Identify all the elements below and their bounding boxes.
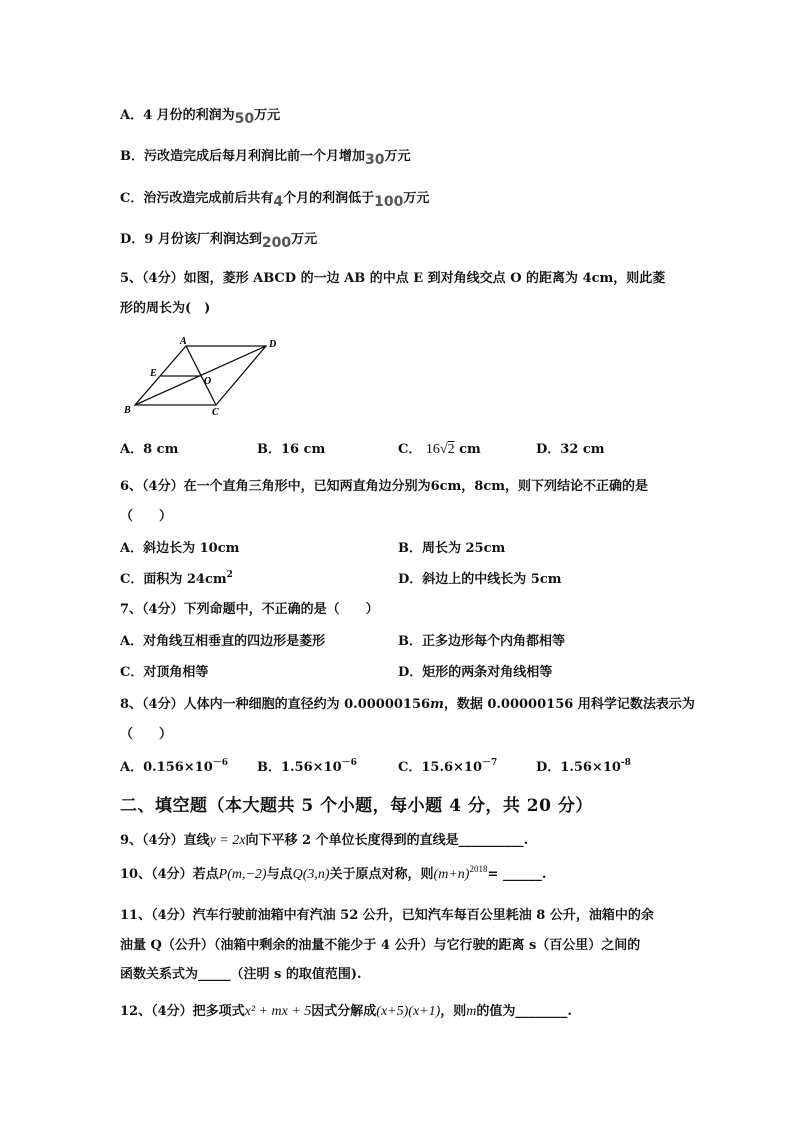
radical-coefficient: 16 xyxy=(425,442,440,457)
q5-stem-line2: 形的周长为( ) xyxy=(120,301,211,316)
exponent: －7 xyxy=(482,758,498,768)
stem-text: 8、（4分）人体内一种细胞的直径约为 0.00000156 xyxy=(120,697,431,712)
option-letter: C． xyxy=(398,442,422,457)
q4-option-c xyxy=(120,189,429,208)
label-d: D xyxy=(269,339,277,350)
polynomial: x² + mx + 5 xyxy=(244,1004,312,1019)
q8-stem-line2: （ ） xyxy=(120,727,173,742)
option-text: D．9 月份该厂利润达到 xyxy=(120,232,262,247)
option-text: B．污改造完成后每月利润比前一个月增加 xyxy=(120,149,365,164)
option-text: D．1.56×10 xyxy=(536,760,621,775)
q8-option-b xyxy=(257,759,357,778)
option-number: 50 xyxy=(234,111,255,127)
point-q: Q(3,n) xyxy=(292,867,330,882)
variable-m: m xyxy=(466,1004,477,1019)
stem-text: 9、（4分）直线 xyxy=(120,833,210,848)
exponent: －6 xyxy=(341,758,357,768)
q5-option-a: A．8 cm xyxy=(120,442,179,457)
option-text: 万元 xyxy=(403,191,430,206)
stem-text: ，则 xyxy=(440,1004,467,1019)
q8-stem-line1 xyxy=(120,696,695,714)
q6-option-d: D．斜边上的中线长为 5cm xyxy=(398,572,562,587)
radical-sign-icon: √ xyxy=(439,442,448,457)
q5-option-b: B．16 cm xyxy=(257,442,326,457)
q5-stem-line1: 5、（4分）如图，菱形 ABCD 的一边 AB 的中点 E 到对角线交点 O 的距离为 4cm，则此菱 xyxy=(120,271,666,286)
q11-line1: 11、（4分）汽车行驶前油箱中有汽油 52 公升，已知汽车每百公里耗油 8 公升，油箱中的余 xyxy=(120,908,654,923)
stem-text: ，数据 0.00000156 用科学记数法表示为 xyxy=(443,697,695,712)
q4-option-b xyxy=(120,147,411,166)
label-o: O xyxy=(204,376,212,387)
rhombus-figure xyxy=(118,333,288,418)
q6-stem-line2: （ ） xyxy=(120,509,173,524)
q11-line2: 油量 Q（公升）（油箱中剩余的油量不能少于 4 公升）与它行驶的距离 s（百公里）之间的 xyxy=(120,938,641,953)
stem-text: = ______. xyxy=(487,867,547,882)
label-a: A xyxy=(180,336,187,347)
q5-option-c xyxy=(398,441,481,459)
q7-option-d: D．矩形的两条对角线相等 xyxy=(398,665,553,680)
stem-text: 因式分解成 xyxy=(311,1004,377,1019)
option-text: C．面积为 24cm xyxy=(120,572,227,587)
superscript: 2 xyxy=(226,570,233,580)
q7-stem: 7、（4分）下列命题中，不正确的是（ ） xyxy=(120,602,379,617)
stem-text: 的值为________. xyxy=(476,1004,572,1019)
option-text: 万元 xyxy=(384,149,411,164)
option-text: 万元 xyxy=(254,108,281,123)
q7-option-b: B．正多边形每个内角都相等 xyxy=(398,634,565,649)
label-c: C xyxy=(212,407,219,418)
option-number: 30 xyxy=(365,152,385,168)
option-text: A．4 月份的利润为 xyxy=(120,108,235,123)
q6-option-b: B．周长为 25cm xyxy=(398,541,506,556)
q8-option-a xyxy=(120,759,228,778)
q12 xyxy=(120,1003,572,1021)
q4-option-d xyxy=(120,230,317,249)
stem-text: 关于原点对称，则 xyxy=(329,867,434,882)
q8-option-d xyxy=(536,759,631,778)
q7-option-a: A．对角线互相垂直的四边形是菱形 xyxy=(120,634,326,649)
option-text: 个月的利润低于 xyxy=(283,191,375,206)
option-text: C．治污改造完成前后共有 xyxy=(120,191,274,206)
label-e: E xyxy=(150,368,157,379)
option-number: 100 xyxy=(374,194,404,210)
q11-line3: 函数关系式为_____（注明 s 的取值范围). xyxy=(120,967,362,982)
option-unit: cm xyxy=(459,442,481,457)
stem-text: 与点 xyxy=(266,867,293,882)
option-text: 万元 xyxy=(291,232,318,247)
exponent: -8 xyxy=(620,758,631,768)
q7-option-c: C．对顶角相等 xyxy=(120,665,209,680)
point-p: P(m,−2) xyxy=(218,867,267,882)
option-number: 4 xyxy=(273,194,284,210)
label-b: B xyxy=(124,405,131,416)
q8-option-c xyxy=(398,759,497,778)
factored-form: (x+5)(x+1) xyxy=(376,1004,441,1019)
q6-option-c xyxy=(120,571,233,590)
q4-option-a xyxy=(120,106,280,125)
section-heading: 二、填空题（本大题共 5 个小题，每小题 4 分，共 20 分） xyxy=(120,796,593,816)
exponent: －6 xyxy=(212,758,229,768)
stem-text: 向下平移 2 个单位长度得到的直线是__________. xyxy=(245,833,529,848)
stem-text: 10、（4分）若点 xyxy=(120,867,219,882)
q10 xyxy=(120,866,546,884)
unit-m: m xyxy=(430,697,444,712)
option-text: C．15.6×10 xyxy=(398,760,482,775)
q9 xyxy=(120,832,528,850)
option-text: A．0.156×10 xyxy=(120,760,213,775)
stem-text: 12、（4分）把多项式 xyxy=(120,1004,245,1019)
math-expression: (m+n) xyxy=(433,867,470,882)
radicand: 2 xyxy=(447,442,455,457)
q6-option-a: A．斜边长为 10cm xyxy=(120,541,240,556)
option-number: 200 xyxy=(261,235,292,251)
q6-stem-line1: 6、（4分）在一个直角三角形中，已知两直角边分别为6cm，8cm，则下列结论不正确的是 xyxy=(120,479,649,494)
q5-option-d: D．32 cm xyxy=(536,442,605,457)
math-expression: y = 2x xyxy=(209,833,246,848)
exponent: 2018 xyxy=(469,864,488,874)
option-text: B．1.56×10 xyxy=(257,760,342,775)
